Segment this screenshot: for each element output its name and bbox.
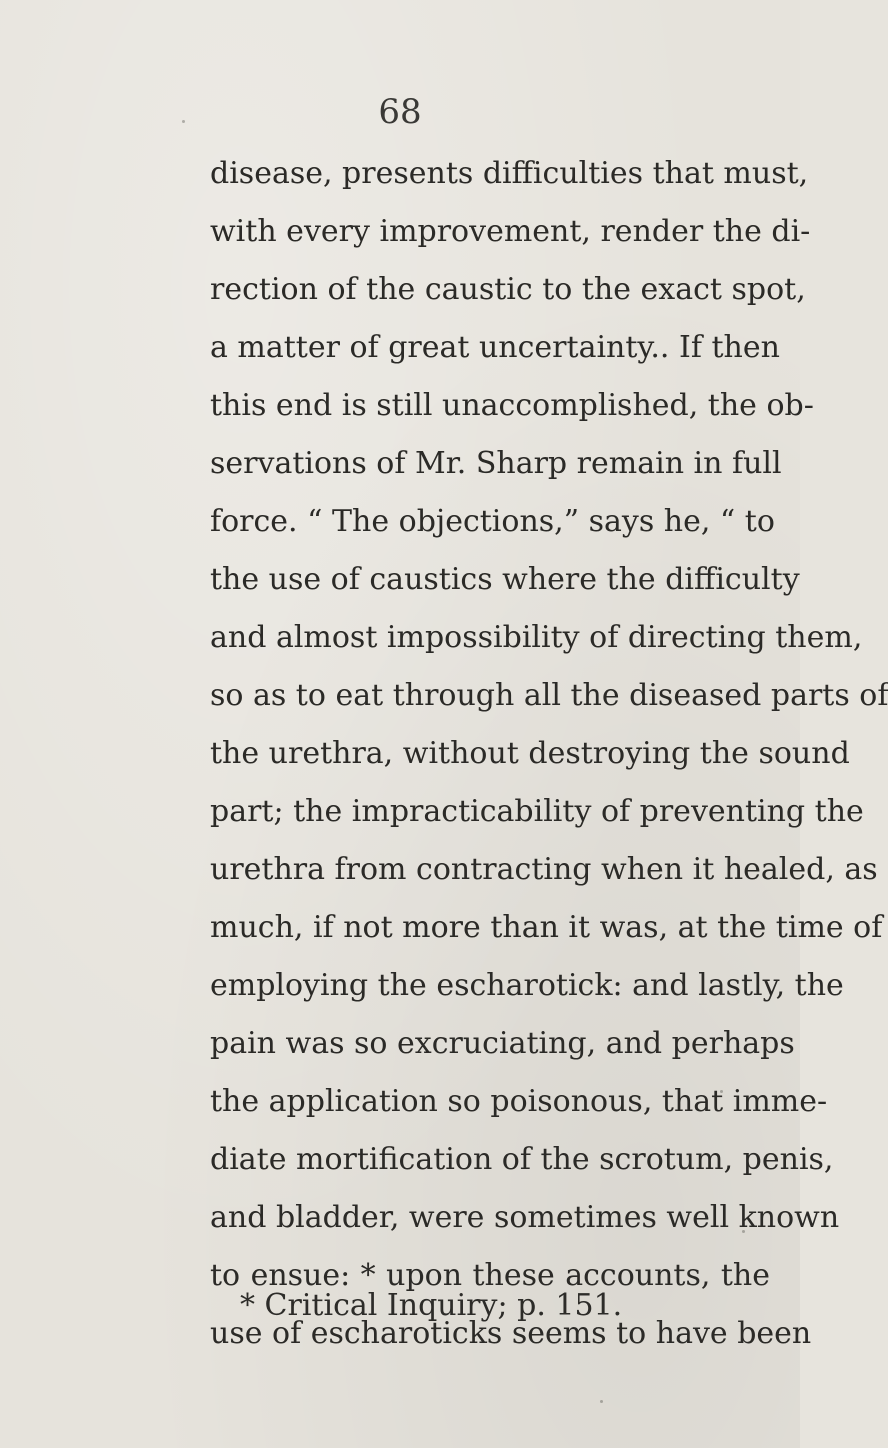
text-line: the application so poisonous, that imme- (210, 1084, 828, 1119)
footnote: * Critical Inquiry; p. 151. (240, 1288, 623, 1323)
text-line: urethra from contracting when it healed, as (210, 852, 878, 887)
text-line: this end is still unaccomplished, the ob- (210, 388, 814, 423)
text-line: much, if not more than it was, at the time of (210, 910, 883, 945)
text-line: diate mortification of the scrotum, penis, (210, 1142, 834, 1177)
text-line: use of escharoticks seems to have been (210, 1316, 812, 1351)
scan-speck (600, 1400, 603, 1403)
text-line: pain was so excruciating, and perhaps (210, 1026, 795, 1061)
text-line: the urethra, without destroying the sound (210, 736, 850, 771)
text-line: and almost impossibility of directing them, (210, 620, 863, 655)
body-text (210, 145, 888, 1363)
page-number: 68 (378, 92, 422, 132)
text-line: servations of Mr. Sharp remain in full (210, 446, 782, 481)
text-line: and bladder, were sometimes well known (210, 1200, 840, 1235)
text-line: so as to eat through all the diseased parts of (210, 678, 888, 713)
text-line: to ensue: * upon these accounts, the (210, 1258, 770, 1293)
text-line: the use of caustics where the difficulty (210, 562, 800, 597)
text-line: a matter of great uncertainty.. If then (210, 330, 780, 365)
scan-speck (182, 120, 185, 123)
text-line: disease, presents difficulties that must, (210, 156, 809, 191)
text-line: rection of the caustic to the exact spot, (210, 272, 806, 307)
scan-speck (720, 1090, 723, 1093)
text-line: employing the escharotick: and lastly, the (210, 968, 844, 1003)
text-line: with every improvement, render the di- (210, 214, 811, 249)
scan-speck (742, 1230, 745, 1233)
text-line: part; the impracticability of preventing the (210, 794, 864, 829)
text-line: force. “ The objections,” says he, “ to (210, 504, 775, 539)
